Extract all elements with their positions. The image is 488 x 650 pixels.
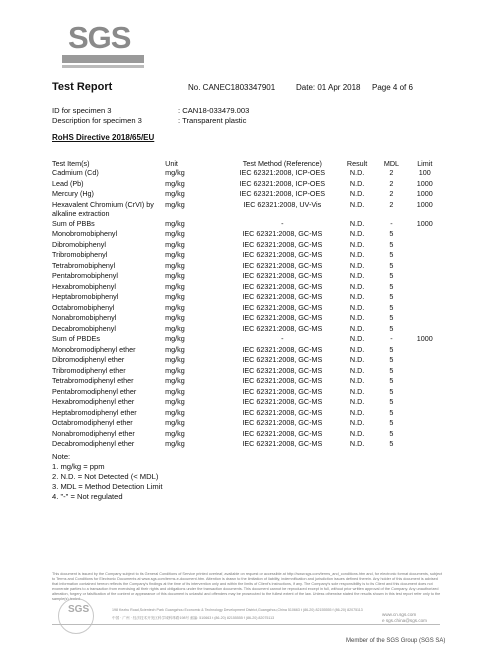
cell-unit: mg/kg <box>165 178 185 188</box>
cell-mdl: 5 <box>389 365 394 375</box>
cell-mdl: - <box>390 218 393 228</box>
cell-test-item: Monobromobiphenyl <box>52 229 118 238</box>
cell-mdl: 5 <box>389 376 394 385</box>
table-row <box>52 418 444 429</box>
cell-test-item: Nonabromobiphenyl <box>52 313 117 322</box>
cell-limit <box>406 271 444 282</box>
cell-limit <box>406 376 444 387</box>
cell-method: IEC 62321:2008, GC-MS <box>242 250 323 259</box>
cell-limit <box>406 429 444 440</box>
footer-divider <box>52 624 440 625</box>
cell-unit: mg/kg <box>165 376 185 385</box>
table-row <box>52 292 444 303</box>
cell-test-item: Monobromodiphenyl ether <box>52 344 136 354</box>
note-item: 3. MDL = Method Detection Limit <box>52 482 163 491</box>
cell-unit: mg/kg <box>165 386 185 396</box>
legal-disclaimer: This document is issued by the Company subject to its General Conditions of Service printed overleaf, available on request or accessible at http://www.sgs.com/terms_and_conditions.htm and, for electronic format documents, subject to Terms and Conditions for Electronic Documents at www.sgs.com/terms-e-document.htm. Attention is drawn to the limitation of liability, indemnification and jurisdiction issues defined therein. Any holder of this document is advised that information contained hereon reflects the Company's findings at the time of its intervention only and within the limits of Client's instructions, if any. The Company's sole responsibility is to its Client and this document does not exonerate parties to a transaction from exercising all their rights and obligations under the transaction documents. This document cannot be reproduced except in full, without prior written approval of the Company. Any unauthorized alteration, forgery or falsification of the content or appearance of this document is unlawful and offenders may be prosecuted to the fullest extent of the law. Unless otherwise stated the results shown in this test report refer only to the sample(s) tested. <box>52 572 443 601</box>
specimen-id-label: ID for specimen 3 <box>52 106 112 115</box>
cell-result: N.D. <box>349 344 365 354</box>
cell-method: IEC 62321:2008, GC-MS <box>242 344 323 354</box>
header-limit: Limit <box>417 158 433 168</box>
cell-method: IEC 62321:2008, GC-MS <box>242 376 323 385</box>
cell-unit: mg/kg <box>165 199 185 209</box>
logo-wordmark: SGS <box>68 20 131 55</box>
cell-result: N.D. <box>349 178 365 188</box>
cell-test-item: Octabromobiphenyl <box>52 302 115 312</box>
cell-test-item: Pentabromobiphenyl <box>52 271 118 280</box>
cell-method: IEC 62321:2008, GC-MS <box>242 365 323 375</box>
cell-test-item: Tribromodiphenyl ether <box>52 365 126 375</box>
section-title: RoHS Directive 2018/65/EU <box>52 133 155 142</box>
cell-mdl: 5 <box>389 313 394 322</box>
cell-test-item: Cadmium (Cd) <box>52 168 99 177</box>
table-row <box>52 324 444 335</box>
cell-method: IEC 62321:2008, ICP-OES <box>239 189 326 198</box>
cell-test-item: Pentabromodiphenyl ether <box>52 386 137 396</box>
cell-method: IEC 62321:2008, GC-MS <box>242 239 323 249</box>
cell-mdl: 5 <box>389 239 394 249</box>
results-table <box>52 158 444 450</box>
notes <box>52 452 163 502</box>
note-item: 1. mg/kg = ppm <box>52 462 105 471</box>
table-row <box>52 429 444 440</box>
cell-method: IEC 62321:2008, GC-MS <box>242 397 323 406</box>
specimen-desc-value: : Transparent plastic <box>178 116 247 125</box>
cell-test-item: Hexavalent Chromium (CrVI) by alkaline extraction <box>52 199 154 218</box>
cell-limit: 1000 <box>416 178 433 188</box>
cell-method: IEC 62321:2008, GC-MS <box>242 271 323 280</box>
cell-unit: mg/kg <box>165 229 185 238</box>
specimen-id-value: : CAN18-033479.003 <box>178 106 250 115</box>
cell-test-item: Decabromobiphenyl <box>52 323 116 333</box>
cell-unit: mg/kg <box>165 250 185 259</box>
cell-unit: mg/kg <box>165 355 185 364</box>
cell-result: N.D. <box>349 292 365 301</box>
cell-method: IEC 62321:2008, GC-MS <box>242 229 323 238</box>
cell-mdl: 5 <box>389 407 394 417</box>
cell-method: IEC 62321:2008, GC-MS <box>242 428 323 438</box>
cell-result: N.D. <box>349 168 365 177</box>
cell-mdl: 5 <box>389 250 394 259</box>
header-method: Test Method (Reference) <box>242 158 322 168</box>
address-english: 198 Kezhu Road,Scientech Park Guangzhou Economic & Technology Development District,Guangzhou,China 510663 t (86-20) 82155555 f (86-20) 82075113 <box>112 608 363 612</box>
cell-mdl: 2 <box>389 178 394 188</box>
table-row <box>52 271 444 282</box>
page-number: Page 4 of 6 <box>372 83 413 92</box>
footer-logo: SGS <box>68 604 90 615</box>
header-test-item: Test Item(s) <box>52 158 90 168</box>
report-number: No. CANEC1803347901 <box>188 83 276 92</box>
table-row <box>52 282 444 293</box>
table-row <box>52 200 444 219</box>
table-row <box>52 261 444 272</box>
cell-unit: mg/kg <box>165 218 185 228</box>
cell-result: N.D. <box>349 250 365 259</box>
table-row <box>52 189 444 200</box>
cell-result: N.D. <box>349 428 365 438</box>
cell-mdl: 5 <box>389 386 394 396</box>
table-header-row <box>52 158 444 168</box>
table-row <box>52 229 444 240</box>
cell-method: IEC 62321:2008, GC-MS <box>242 439 323 448</box>
cell-unit: mg/kg <box>165 439 185 448</box>
cell-test-item: Dibromodiphenyl ether <box>52 355 125 364</box>
cell-limit <box>406 250 444 261</box>
cell-method: IEC 62321:2008, ICP-OES <box>239 178 326 188</box>
cell-mdl: 5 <box>389 397 394 406</box>
cell-result: N.D. <box>349 271 365 280</box>
cell-method: IEC 62321:2008, UV-Vis <box>243 199 322 209</box>
table-row <box>52 376 444 387</box>
table-row <box>52 313 444 324</box>
cell-method: IEC 62321:2008, GC-MS <box>242 292 323 301</box>
cell-mdl: 5 <box>389 260 394 270</box>
cell-unit: mg/kg <box>165 418 185 427</box>
cell-test-item: Dibromobiphenyl <box>52 239 106 249</box>
table-row <box>52 219 444 230</box>
table-row <box>52 387 444 398</box>
cell-result: N.D. <box>349 302 365 312</box>
table-row <box>52 303 444 314</box>
cell-mdl: - <box>390 334 393 343</box>
cell-limit <box>406 408 444 419</box>
cell-limit <box>406 240 444 251</box>
cell-mdl: 5 <box>389 302 394 312</box>
cell-method: IEC 62321:2008, GC-MS <box>242 323 323 333</box>
cell-limit: 1000 <box>416 189 433 198</box>
cell-limit: 1000 <box>416 199 433 209</box>
cell-limit <box>406 397 444 408</box>
cell-mdl: 2 <box>389 199 394 209</box>
cell-test-item: Mercury (Hg) <box>52 189 94 198</box>
cell-test-item: Hexabromobiphenyl <box>52 281 116 291</box>
cell-limit: 100 <box>418 168 431 177</box>
cell-result: N.D. <box>349 334 365 343</box>
cell-method: - <box>281 218 284 228</box>
report-title: Test Report <box>52 81 113 93</box>
cell-unit: mg/kg <box>165 334 185 343</box>
cell-method: IEC 62321:2008, GC-MS <box>242 313 323 322</box>
cell-test-item: Sum of PBDEs <box>52 334 100 343</box>
cell-test-item: Nonabromodiphenyl ether <box>52 428 135 438</box>
cell-mdl: 5 <box>389 439 394 448</box>
note-item: 4. "-" = Not regulated <box>52 492 123 501</box>
cell-result: N.D. <box>349 386 365 396</box>
cell-limit <box>406 324 444 335</box>
cell-result: N.D. <box>349 418 365 427</box>
cell-mdl: 5 <box>389 355 394 364</box>
email: e sgs.china@sgs.com <box>382 618 428 623</box>
cell-unit: mg/kg <box>165 428 185 438</box>
cell-unit: mg/kg <box>165 189 185 198</box>
cell-mdl: 5 <box>389 428 394 438</box>
cell-result: N.D. <box>349 355 365 364</box>
cell-unit: mg/kg <box>165 365 185 375</box>
cell-method: - <box>281 334 284 343</box>
sgs-logo <box>62 18 144 70</box>
cell-limit: 1000 <box>416 218 433 228</box>
cell-test-item: Tetrabromobiphenyl <box>52 260 116 270</box>
cell-unit: mg/kg <box>165 313 185 322</box>
cell-result: N.D. <box>349 229 365 238</box>
cell-unit: mg/kg <box>165 260 185 270</box>
cell-test-item: Tribromobiphenyl <box>52 250 108 259</box>
table-row <box>52 439 444 450</box>
cell-result: N.D. <box>349 365 365 375</box>
cell-unit: mg/kg <box>165 323 185 333</box>
logo-bar <box>62 55 144 63</box>
cell-method: IEC 62321:2008, GC-MS <box>242 386 323 396</box>
cell-result: N.D. <box>349 199 365 209</box>
cell-test-item: Hexabromodiphenyl ether <box>52 397 135 406</box>
cell-mdl: 5 <box>389 323 394 333</box>
cell-limit: 1000 <box>416 334 433 343</box>
table-row <box>52 334 444 345</box>
cell-result: N.D. <box>349 323 365 333</box>
cell-limit <box>406 387 444 398</box>
table-row <box>52 250 444 261</box>
logo-underline <box>62 65 144 68</box>
table-row <box>52 168 444 179</box>
cell-result: N.D. <box>349 439 365 448</box>
cell-limit <box>406 313 444 324</box>
cell-unit: mg/kg <box>165 407 185 417</box>
cell-unit: mg/kg <box>165 239 185 249</box>
cell-unit: mg/kg <box>165 168 185 177</box>
cell-unit: mg/kg <box>165 292 185 301</box>
report-date: Date: 01 Apr 2018 <box>296 83 361 92</box>
member-statement: Member of the SGS Group (SGS SA) <box>346 638 446 644</box>
cell-unit: mg/kg <box>165 397 185 406</box>
cell-limit <box>406 229 444 240</box>
header-mdl: MDL <box>383 158 400 168</box>
cell-test-item: Sum of PBBs <box>52 218 95 228</box>
table-row <box>52 408 444 419</box>
cell-method: IEC 62321:2008, GC-MS <box>242 281 323 291</box>
cell-test-item: Heptabromodiphenyl ether <box>52 407 137 417</box>
table-row <box>52 366 444 377</box>
cell-method: IEC 62321:2008, GC-MS <box>242 302 323 312</box>
cell-method: IEC 62321:2008, GC-MS <box>242 260 323 270</box>
cell-mdl: 2 <box>389 168 394 177</box>
cell-test-item: Lead (Pb) <box>52 178 84 188</box>
address-chinese: 中国 · 广州 · 经济技术开发区科学城科珠路198号 邮编: 510663 t (86-20) 82155555 f (86-20) 82075113 <box>112 616 275 620</box>
cell-method: IEC 62321:2008, GC-MS <box>242 407 323 417</box>
cell-limit <box>406 345 444 356</box>
cell-result: N.D. <box>349 281 365 291</box>
cell-mdl: 5 <box>389 229 394 238</box>
cell-limit <box>406 303 444 314</box>
header-result: Result <box>346 158 368 168</box>
cell-result: N.D. <box>349 376 365 385</box>
cell-limit <box>406 439 444 450</box>
table-row <box>52 397 444 408</box>
cell-mdl: 5 <box>389 281 394 291</box>
cell-unit: mg/kg <box>165 281 185 291</box>
cell-mdl: 5 <box>389 418 394 427</box>
specimen-desc-label: Description for specimen 3 <box>52 116 142 125</box>
cell-mdl: 5 <box>389 344 394 354</box>
cell-unit: mg/kg <box>165 271 185 280</box>
table-row <box>52 345 444 356</box>
cell-result: N.D. <box>349 218 365 228</box>
cell-mdl: 5 <box>389 271 394 280</box>
cell-test-item: Heptabromobiphenyl <box>52 292 119 301</box>
cell-limit <box>406 355 444 366</box>
cell-limit <box>406 292 444 303</box>
cell-result: N.D. <box>349 260 365 270</box>
cell-unit: mg/kg <box>165 302 185 312</box>
cell-test-item: Decabromodiphenyl ether <box>52 439 135 448</box>
table-row <box>52 240 444 251</box>
cell-result: N.D. <box>349 407 365 417</box>
cell-unit: mg/kg <box>165 344 185 354</box>
cell-result: N.D. <box>349 189 365 198</box>
note-item: 2. N.D. = Not Detected (< MDL) <box>52 472 159 481</box>
website: www.cn.sgs.com <box>382 612 417 617</box>
cell-test-item: Octabromodiphenyl ether <box>52 418 133 427</box>
cell-limit <box>406 418 444 429</box>
cell-result: N.D. <box>349 239 365 249</box>
cell-method: IEC 62321:2008, GC-MS <box>242 418 323 427</box>
cell-result: N.D. <box>349 397 365 406</box>
cell-result: N.D. <box>349 313 365 322</box>
cell-method: IEC 62321:2008, GC-MS <box>242 355 323 364</box>
cell-limit <box>406 261 444 272</box>
notes-title: Note: <box>52 452 71 461</box>
cell-test-item: Tetrabromodiphenyl ether <box>52 376 134 385</box>
cell-limit <box>406 366 444 377</box>
cell-method: IEC 62321:2008, ICP-OES <box>239 168 326 177</box>
cell-mdl: 5 <box>389 292 394 301</box>
table-row <box>52 355 444 366</box>
table-row <box>52 179 444 190</box>
cell-mdl: 2 <box>389 189 394 198</box>
cell-limit <box>406 282 444 293</box>
header-unit: Unit <box>165 158 178 168</box>
